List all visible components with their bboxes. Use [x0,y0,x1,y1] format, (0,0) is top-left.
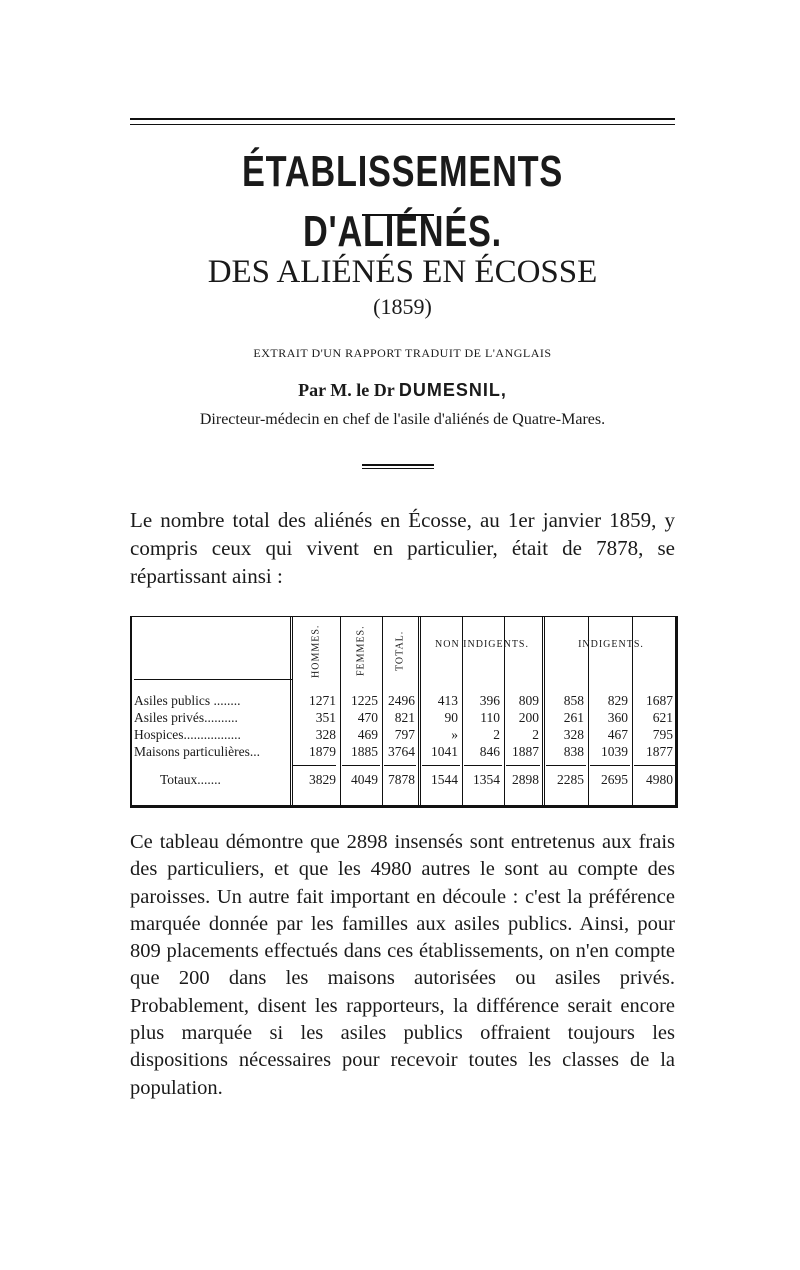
analysis-paragraph: Ce tableau démontre que 2898 insensés sont entretenus aux frais des particuliers, et que les 4980 autres le sont au compte des paroisses. Un autre fait important en découle : c'est la préférence marquée donnée par les familles aux asiles publics. Ainsi, pour 809 placements effectués dans ces établissements, on n'en compte que 200 dans les maisons autorisées ou asiles privés. Probablement, disent les rapporteurs, la différence serait encore plus marquée si les asiles publics offraient toujours les dispositions nécessaires pour recevoir toutes les classes de la population. [130,831,675,1099]
table-cell: 413 [437,693,458,708]
table-cell: 797 [394,727,415,742]
total-rule [546,765,586,767]
table-cell: 1687 [646,693,673,708]
table-frame [130,616,678,808]
row-label: Maisons particulières... [134,744,260,759]
table-cell: 2496 [388,693,415,708]
table-total-row [132,772,677,789]
row-label: Hospices................. [134,727,241,742]
row-label: Asiles publics ........ [134,693,241,708]
table-row [132,710,677,727]
table-cell: » [451,727,458,742]
table-cell: 469 [357,727,378,742]
row-label: Asiles privés.......... [134,710,238,725]
total-label: Totaux....... [160,772,221,787]
table-cell: 838 [563,744,584,759]
total-rule [384,765,416,767]
header-separator [134,679,292,680]
table-cell: 858 [563,693,584,708]
table-cell: 4049 [351,772,378,787]
table-cell: 1885 [351,744,378,759]
author-name: DUMESNIL, [398,380,507,400]
table-cell: 1877 [646,744,673,759]
table-cell: 809 [518,693,539,708]
table-cell: 1271 [309,693,336,708]
header-rule-thin [130,124,675,125]
author-role: Directeur-médecin en chef de l'asile d'aliénés de Quatre-Mares. [199,411,606,428]
table-cell: 1887 [512,744,539,759]
table-cell: 2898 [512,772,539,787]
table-cell: 829 [607,693,628,708]
table-cell: 2 [532,727,539,742]
table-cell: 90 [444,710,458,725]
table-cell: 3764 [388,744,415,759]
table-row [132,693,677,710]
table-cell: 1039 [601,744,628,759]
table-cell: 328 [563,727,584,742]
section-divider [362,464,434,466]
column-header-femmes: FEMMES. [355,625,367,677]
table-cell: 821 [394,710,415,725]
table-cell: 795 [652,727,673,742]
extract-note: EXTRAIT D'UN RAPPORT TRADUIT DE L'ANGLAIS [253,346,552,360]
table-cell: 467 [607,727,628,742]
table-cell: 846 [479,744,500,759]
table-cell: 621 [652,710,673,725]
table-cell: 360 [607,710,628,725]
table-cell: 110 [480,710,500,725]
author-line [130,380,675,401]
chapter-title: ÉTABLISSEMENTS D'ALIÉNÉS. [241,147,564,256]
table-cell: 1544 [431,772,458,787]
statistics-table [130,610,677,806]
table-row [132,727,677,744]
table-cell: 2 [493,727,500,742]
total-rule [342,765,380,767]
author-prefix: Par M. le Dr [298,380,395,400]
table-cell: 1879 [309,744,336,759]
total-rule [422,765,460,767]
table-cell: 2695 [601,772,628,787]
intro-paragraph: Le nombre total des aliénés en Écosse, au 1er janvier 1859, y compris ceux qui vivent en particulier, était de 7878, se répartissant ainsi : [130,508,675,588]
article-subtitle: DES ALIÉNÉS EN ÉCOSSE [207,254,598,290]
table-cell: 200 [518,710,539,725]
total-rule [464,765,502,767]
header-rule [130,118,675,120]
total-rule [292,765,336,767]
article-year: (1859) [373,294,432,319]
table-cell: 4980 [646,772,673,787]
table-cell: 1354 [473,772,500,787]
column-header-total: TOTAL. [394,630,406,672]
total-rule [590,765,630,767]
table-cell: 261 [563,710,584,725]
total-rule [634,765,675,767]
title-divider [362,214,434,216]
table-cell: 1225 [351,693,378,708]
table-cell: 1041 [431,744,458,759]
section-divider-thin [362,468,434,469]
table-cell: 351 [315,710,336,725]
column-header-hommes: HOMMES. [310,624,322,678]
table-row [132,744,677,761]
table-cell: 2285 [557,772,584,787]
table-cell: 7878 [388,772,415,787]
table-cell: 328 [315,727,336,742]
total-rule [506,765,540,767]
table-cell: 3829 [309,772,336,787]
group-header-indigents: INDIGENTS. [578,639,644,650]
table-cell: 470 [357,710,378,725]
table-cell: 396 [479,693,500,708]
group-header-non-indigents: NON INDIGENTS. [435,639,529,650]
